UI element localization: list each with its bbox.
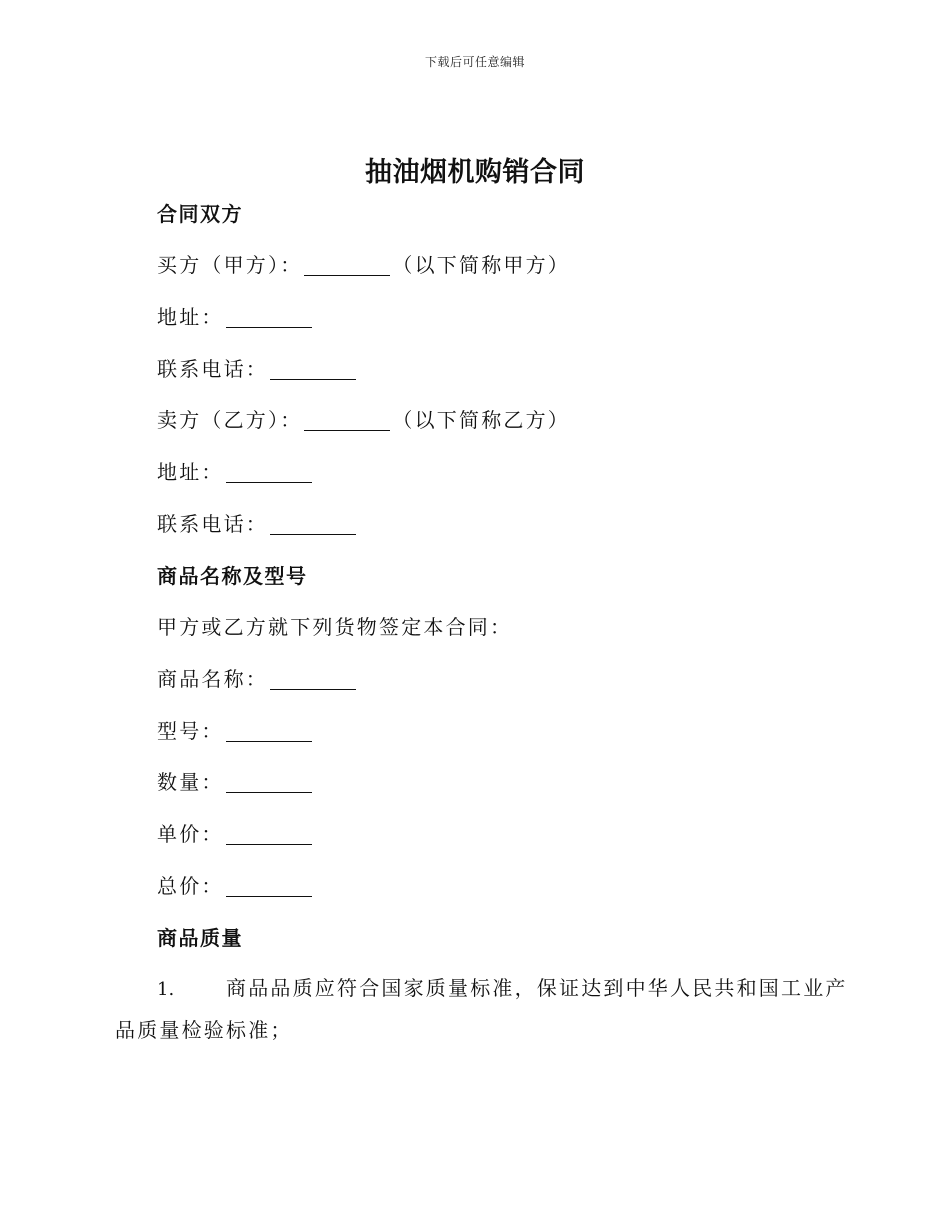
buyer-phone-label: 联系电话： [157, 357, 268, 381]
seller-phone-blank [270, 515, 356, 535]
goods-unit-price-line [157, 818, 314, 847]
goods-total-price-blank [226, 877, 312, 897]
document-title: 抽油烟机购销合同 [365, 157, 585, 188]
goods-unit-price-blank [226, 825, 312, 845]
buyer-phone-blank [270, 360, 356, 380]
buyer-address-blank [226, 308, 312, 328]
seller-phone-line [157, 508, 358, 537]
buyer-label: 买方（甲方）： [157, 253, 303, 277]
quality-clause-1 [157, 972, 848, 1001]
clause-number: 1. [157, 979, 175, 1000]
buyer-suffix: （以下简称甲方） [392, 253, 571, 277]
page-header: 下载后可任意编辑 [424, 55, 525, 69]
seller-address-blank [226, 463, 312, 483]
goods-quantity-blank [226, 773, 312, 793]
goods-name-blank [270, 670, 356, 690]
buyer-phone-line [157, 353, 358, 382]
buyer-name-blank [304, 256, 390, 276]
clause-1-text-line2: 品质量检验标准； [115, 1018, 293, 1042]
goods-total-price-line [157, 870, 314, 899]
seller-name-blank [304, 411, 390, 431]
goods-model-label: 型号： [157, 719, 224, 743]
clause-1-text-line1: 商品品质应符合国家质量标准，保证达到中华人民共和国工业产 [226, 976, 848, 1000]
goods-quantity-label: 数量： [157, 770, 224, 794]
seller-suffix: （以下简称乙方） [392, 408, 571, 432]
seller-address-label: 地址： [157, 460, 224, 484]
goods-name-line [157, 663, 358, 692]
goods-unit-price-label: 单价： [157, 822, 224, 846]
goods-quantity-line [157, 766, 314, 795]
buyer-address-line [157, 301, 314, 330]
seller-label: 卖方（乙方）： [157, 408, 303, 432]
seller-phone-label: 联系电话： [157, 512, 268, 536]
buyer-line [157, 249, 570, 278]
buyer-address-label: 地址： [157, 305, 224, 329]
goods-model-line [157, 715, 314, 744]
goods-name-label: 商品名称： [157, 667, 268, 691]
section-heading-quality: 商品质量 [157, 926, 243, 950]
section-heading-goods: 商品名称及型号 [157, 564, 308, 588]
seller-line [157, 404, 570, 433]
goods-intro: 甲方或乙方就下列货物签定本合同： [157, 615, 513, 639]
seller-address-line [157, 456, 314, 485]
goods-model-blank [226, 722, 312, 742]
goods-total-price-label: 总价： [157, 874, 224, 898]
section-heading-parties: 合同双方 [157, 202, 243, 226]
